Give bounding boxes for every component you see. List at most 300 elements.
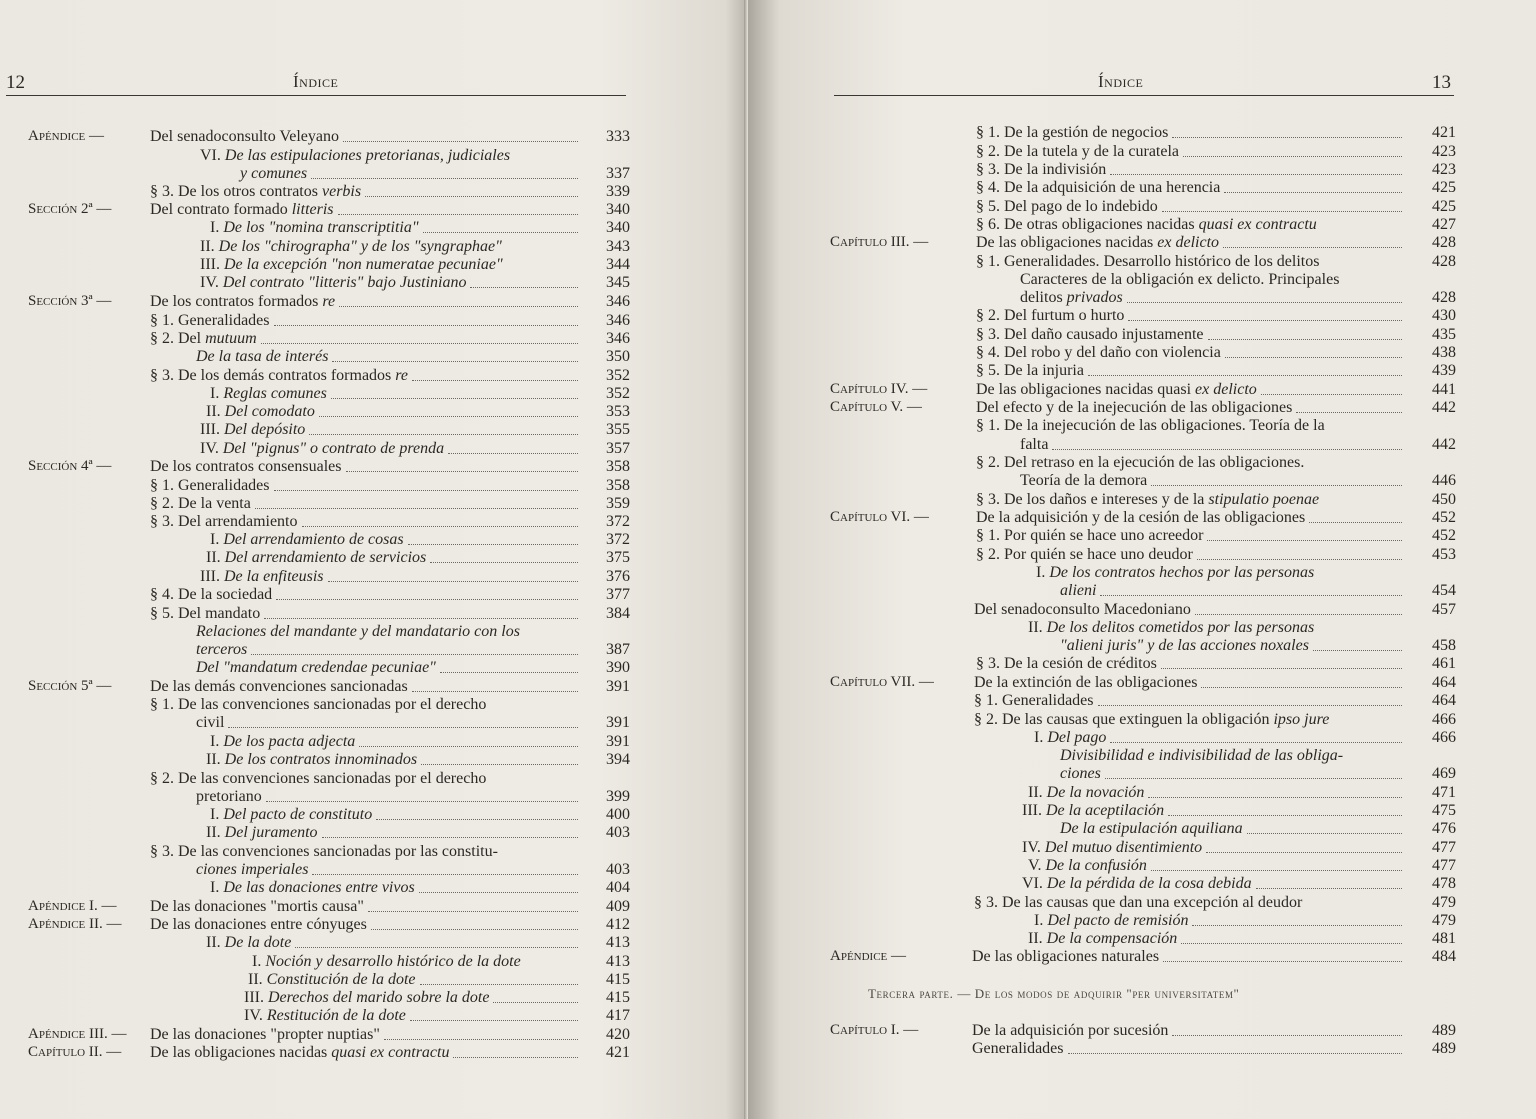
dot-leader <box>312 873 578 875</box>
toc-page-number: 442 <box>1432 399 1456 416</box>
toc-page-number: 376 <box>606 568 630 585</box>
toc-entry[interactable] <box>976 417 1406 435</box>
toc-entry-title: § 1. De la inejecución de las obligaciones. Teoría de la <box>976 417 1325 434</box>
toc-page-number: 357 <box>606 440 630 457</box>
toc-entry[interactable] <box>150 201 582 219</box>
toc-page-number: 352 <box>606 385 630 402</box>
dot-leader <box>408 543 578 545</box>
dot-leader <box>440 671 578 673</box>
dot-leader <box>1206 851 1402 853</box>
toc-entry-title: § 1. De las convenciones sancionadas por el derecho <box>150 696 487 713</box>
dot-leader <box>264 617 578 619</box>
toc-page-number: 415 <box>606 971 630 988</box>
toc-entry[interactable] <box>196 714 582 732</box>
toc-page-number: 489 <box>1432 1040 1456 1057</box>
toc-entry[interactable] <box>972 948 1406 966</box>
toc-entry[interactable] <box>196 659 582 677</box>
toc-page-number: 359 <box>606 495 630 512</box>
toc-entry-title: I. De los contratos hechos por las personas <box>1036 564 1315 581</box>
toc-entry[interactable] <box>196 641 582 659</box>
toc-entry-title: De la extinción de las obligaciones <box>974 674 1198 691</box>
toc-page-number: 441 <box>1432 381 1456 398</box>
toc-page-number: 438 <box>1432 344 1456 361</box>
toc-entry[interactable] <box>210 879 582 897</box>
toc-page-number: 358 <box>606 477 630 494</box>
dot-leader <box>1224 191 1402 193</box>
toc-entry-title: I. Del pago <box>1034 729 1107 746</box>
dot-leader <box>311 177 578 179</box>
toc-page-number: 428 <box>1432 234 1456 251</box>
dot-leader <box>1088 374 1402 376</box>
toc-page-number: 339 <box>606 183 630 200</box>
dot-leader <box>1068 1052 1402 1054</box>
dot-leader <box>266 800 578 802</box>
toc-entry[interactable] <box>1022 839 1406 857</box>
toc-entry[interactable] <box>1034 729 1406 747</box>
section-label: Apéndice — <box>830 948 907 964</box>
toc-entry[interactable] <box>976 546 1406 564</box>
dot-leader <box>1223 246 1402 248</box>
toc-entry[interactable] <box>200 274 582 292</box>
toc-page-number: 481 <box>1432 930 1456 947</box>
toc-entry-title: § 5. De la injuria <box>976 362 1084 379</box>
dot-leader <box>470 286 578 288</box>
toc-entry[interactable] <box>976 491 1406 509</box>
toc-entry[interactable] <box>210 385 582 403</box>
dot-leader <box>328 580 578 582</box>
toc-entry-title: Del efecto y de la inejecución de las obligaciones <box>976 399 1293 416</box>
toc-entry-title: IV. Del "pignus" o contrato de prenda <box>200 440 445 457</box>
toc-entry-title: Relaciones del mandante y del mandatario con los <box>196 623 520 640</box>
dot-leader <box>412 690 578 692</box>
dot-leader <box>368 910 578 912</box>
toc-entry[interactable] <box>974 674 1406 692</box>
toc-entry-title: "alieni juris" y de las acciones noxales <box>1060 637 1309 654</box>
toc-page-number: 343 <box>606 238 630 255</box>
toc-page-number: 442 <box>1432 436 1456 453</box>
toc-entry[interactable] <box>150 312 582 330</box>
dot-leader <box>430 561 578 563</box>
toc-page-number: 453 <box>1432 546 1456 563</box>
header-rule-right <box>834 95 1454 96</box>
dot-leader <box>1163 960 1402 962</box>
toc-entry-title: § 2. Por quién se hace uno deudor <box>976 546 1193 563</box>
dot-leader <box>1128 319 1402 321</box>
toc-entry[interactable] <box>1060 820 1406 838</box>
dot-leader <box>412 379 578 381</box>
dot-leader <box>1172 1034 1402 1036</box>
toc-entry-title: civil <box>196 714 225 731</box>
toc-entry-title: De la estipulación aquiliana <box>1060 820 1243 837</box>
running-head-left: Índice <box>293 72 339 91</box>
toc-entry-title: § 2. Del retraso en la ejecución de las obligaciones. <box>976 454 1305 471</box>
toc-entry[interactable] <box>210 733 582 751</box>
dot-leader <box>322 836 578 838</box>
section-label: Apéndice — <box>28 128 105 144</box>
dot-leader <box>1151 484 1402 486</box>
toc-entry[interactable] <box>244 1007 582 1025</box>
dot-leader <box>1183 155 1402 157</box>
toc-page-number: 423 <box>1432 161 1456 178</box>
toc-entry-title: Generalidades <box>972 1040 1064 1057</box>
toc-entry[interactable] <box>1022 802 1406 820</box>
dot-leader <box>1225 356 1402 358</box>
toc-page-number: 403 <box>606 824 630 841</box>
toc-entry[interactable] <box>974 894 1406 912</box>
toc-entry[interactable] <box>240 165 582 183</box>
toc-entry[interactable] <box>1060 747 1406 765</box>
toc-page-number: 427 <box>1432 216 1456 233</box>
toc-entry[interactable] <box>976 161 1406 179</box>
toc-entry[interactable] <box>1022 875 1406 893</box>
dot-leader <box>276 598 578 600</box>
dot-leader <box>421 763 578 765</box>
toc-entry[interactable] <box>244 989 582 1007</box>
dot-leader <box>1261 393 1402 395</box>
dot-leader <box>339 305 578 307</box>
toc-entry[interactable] <box>150 1026 582 1044</box>
toc-entry[interactable] <box>1060 637 1406 655</box>
dot-leader <box>295 946 578 948</box>
dot-leader <box>1127 301 1402 303</box>
toc-entry-title: § 3. Del arrendamiento <box>150 513 298 530</box>
toc-entry[interactable] <box>210 219 582 237</box>
dot-leader <box>384 1038 578 1040</box>
toc-page-number: 403 <box>606 861 630 878</box>
toc-entry[interactable] <box>200 440 582 458</box>
dot-leader <box>448 452 578 454</box>
toc-entry-title: IV. Del contrato "litteris" bajo Justiniano <box>200 274 467 291</box>
toc-entry-title: § 3. De los otros contratos verbis <box>150 183 362 200</box>
dot-leader <box>274 489 578 491</box>
toc-entry[interactable] <box>976 143 1406 161</box>
toc-entry[interactable] <box>976 124 1406 142</box>
toc-entry[interactable] <box>974 601 1406 619</box>
toc-page-number: 417 <box>606 1007 630 1024</box>
toc-page-number: 391 <box>606 678 630 695</box>
toc-entry[interactable] <box>976 216 1406 234</box>
toc-page-number: 484 <box>1432 948 1456 965</box>
toc-entry-title: II. De los delitos cometidos por las personas <box>1028 619 1315 636</box>
toc-entry-title: I. De los "nomina transcriptitia" <box>210 219 419 236</box>
toc-page-number: 352 <box>606 367 630 384</box>
toc-entry-title: De las demás convenciones sancionadas <box>150 678 408 695</box>
toc-page-number: 425 <box>1432 198 1456 215</box>
toc-entry[interactable] <box>976 362 1406 380</box>
toc-entry[interactable] <box>150 770 582 788</box>
toc-page-number: 435 <box>1432 326 1456 343</box>
toc-entry-title: § 4. De la adquisición de una herencia <box>976 179 1221 196</box>
toc-entry[interactable] <box>210 531 582 549</box>
toc-entry-title: § 5. Del mandato <box>150 605 261 622</box>
toc-entry-title: § 2. Del furtum o hurto <box>976 307 1125 324</box>
toc-page-number: 372 <box>606 531 630 548</box>
toc-entry-title: ciones <box>1060 765 1101 782</box>
dot-leader <box>359 745 578 747</box>
toc-entry-title: Del senadoconsulto Macedoniano <box>974 601 1191 618</box>
toc-entry[interactable] <box>976 198 1406 216</box>
dot-leader <box>228 726 578 728</box>
toc-entry[interactable] <box>976 509 1406 527</box>
toc-entry-title: § 3. De la cesión de créditos <box>976 655 1157 672</box>
toc-page-number: 428 <box>1432 289 1456 306</box>
toc-entry[interactable] <box>1028 857 1406 875</box>
toc-entry-title: § 2. De la venta <box>150 495 251 512</box>
toc-page-number: 390 <box>606 659 630 676</box>
toc-entry[interactable] <box>976 307 1406 325</box>
toc-entry-title: VI. De la pérdida de la cosa debida <box>1022 875 1252 892</box>
dot-leader <box>1201 686 1402 688</box>
toc-page-number: 469 <box>1432 765 1456 782</box>
dot-leader <box>1052 448 1402 450</box>
dot-leader <box>420 983 578 985</box>
toc-entry[interactable] <box>976 344 1406 362</box>
toc-entry[interactable] <box>976 399 1406 417</box>
dot-leader <box>302 525 579 527</box>
toc-entry[interactable] <box>1020 289 1406 307</box>
dot-leader <box>338 213 578 215</box>
toc-entry-title: De la tasa de interés <box>196 348 329 365</box>
dot-leader <box>423 231 578 233</box>
toc-page-number: 384 <box>606 605 630 622</box>
dot-leader <box>1197 558 1402 560</box>
toc-entry-title: § 6. De otras obligaciones nacidas quasi ex contractu <box>976 216 1317 233</box>
toc-page-number: 333 <box>606 128 630 145</box>
toc-entry[interactable] <box>976 179 1406 197</box>
toc-entry[interactable] <box>972 1022 1406 1040</box>
dot-leader <box>1207 539 1402 541</box>
toc-entry-title: VI. De las estipulaciones pretorianas, judiciales <box>200 147 511 164</box>
toc-entry[interactable] <box>976 253 1406 271</box>
toc-entry[interactable] <box>210 806 582 824</box>
toc-entry-title: § 1. Generalidades <box>150 477 270 494</box>
toc-entry[interactable] <box>976 326 1406 344</box>
toc-entry[interactable] <box>150 477 582 495</box>
toc-entry-title: III. De la excepción "non numeratae pecuniae" <box>200 256 503 273</box>
toc-page-number: 458 <box>1432 637 1456 654</box>
toc-page-number: 489 <box>1432 1022 1456 1039</box>
dot-leader <box>1309 521 1402 523</box>
toc-page-number: 452 <box>1432 509 1456 526</box>
toc-entry[interactable] <box>206 934 582 952</box>
toc-entry-title: Del contrato formado litteris <box>150 201 334 218</box>
toc-page-number: 466 <box>1432 729 1456 746</box>
toc-entry-title: Del senadoconsulto Veleyano <box>150 128 339 145</box>
toc-entry[interactable] <box>150 495 582 513</box>
dot-leader <box>251 653 578 655</box>
toc-entry[interactable] <box>1020 472 1406 490</box>
toc-page-number: 344 <box>606 256 630 273</box>
dot-leader <box>376 818 578 820</box>
header-rule-left <box>6 95 626 96</box>
toc-entry[interactable] <box>200 238 582 256</box>
toc-entry[interactable] <box>196 348 582 366</box>
toc-entry[interactable] <box>196 623 582 641</box>
toc-entry[interactable] <box>1020 271 1406 289</box>
dot-leader <box>1105 777 1402 779</box>
left-page <box>0 0 748 1119</box>
toc-entry[interactable] <box>972 1040 1406 1058</box>
dot-leader <box>1247 832 1402 834</box>
section-label: Capítulo III. — <box>830 234 929 250</box>
page-number-right: 13 <box>1432 72 1451 93</box>
toc-entry[interactable] <box>976 655 1406 673</box>
toc-entry[interactable] <box>150 605 582 623</box>
toc-entry[interactable] <box>150 458 582 476</box>
toc-entry-title: De las donaciones entre cónyuges <box>150 916 367 933</box>
toc-entry[interactable] <box>150 330 582 348</box>
toc-entry[interactable] <box>974 711 1406 729</box>
page-number-left: 12 <box>6 72 25 93</box>
toc-page-number: 479 <box>1432 894 1456 911</box>
dot-leader <box>319 415 578 417</box>
toc-entry[interactable] <box>150 128 582 146</box>
toc-entry-title: § 2. Del mutuum <box>150 330 257 347</box>
toc-entry[interactable] <box>206 751 582 769</box>
toc-entry-title: § 3. De los daños e intereses y de la stipulatio poenae <box>976 491 1320 508</box>
toc-entry-title: IV. Del mutuo disentimiento <box>1022 839 1203 856</box>
toc-entry[interactable] <box>196 788 582 806</box>
toc-entry[interactable] <box>150 367 582 385</box>
toc-entry[interactable] <box>1020 436 1406 454</box>
toc-entry[interactable] <box>976 234 1406 252</box>
toc-entry-title: IV. Restitución de la dote <box>244 1007 406 1024</box>
dot-leader <box>419 891 578 893</box>
toc-entry[interactable] <box>1028 930 1406 948</box>
dot-leader <box>1195 613 1402 615</box>
toc-page-number: 421 <box>606 1044 630 1061</box>
toc-entry-title: V. De la confusión <box>1028 857 1147 874</box>
toc-entry[interactable] <box>206 824 582 842</box>
toc-entry-title: § 1. Por quién se hace uno acreedor <box>976 527 1204 544</box>
dot-leader <box>346 470 578 472</box>
toc-entry[interactable] <box>196 861 582 879</box>
toc-entry[interactable] <box>200 256 582 274</box>
toc-page-number: 425 <box>1432 179 1456 196</box>
toc-page-number: 391 <box>606 733 630 750</box>
toc-entry-title: II. Constitución de la dote <box>248 971 416 988</box>
toc-page-number: 345 <box>606 274 630 291</box>
toc-page-number: 452 <box>1432 527 1456 544</box>
toc-page-number: 391 <box>606 714 630 731</box>
toc-entry[interactable] <box>252 953 582 971</box>
toc-entry[interactable] <box>206 403 582 421</box>
toc-entry[interactable] <box>150 513 582 531</box>
toc-page-number: 353 <box>606 403 630 420</box>
toc-entry-title: De las donaciones "mortis causa" <box>150 898 364 915</box>
toc-entry-title: Caracteres de la obligación ex delicto. Principales <box>1020 271 1340 288</box>
toc-entry[interactable] <box>1060 765 1406 783</box>
toc-entry[interactable] <box>200 568 582 586</box>
section-label: Capítulo VII. — <box>830 674 934 690</box>
toc-page-number: 340 <box>606 219 630 236</box>
dot-leader <box>1256 887 1402 889</box>
section-label: Apéndice III. — <box>28 1026 127 1042</box>
dot-leader <box>274 324 578 326</box>
dot-leader <box>1181 942 1402 944</box>
toc-entry[interactable] <box>150 586 582 604</box>
toc-entry[interactable] <box>1028 784 1406 802</box>
dot-leader <box>309 433 578 435</box>
toc-entry[interactable] <box>1028 619 1406 637</box>
toc-entry-title: De las donaciones "propter nuptias" <box>150 1026 380 1043</box>
toc-entry[interactable] <box>976 527 1406 545</box>
dot-leader <box>1168 814 1402 816</box>
dot-leader <box>1098 704 1402 706</box>
toc-page-number: 457 <box>1432 601 1456 618</box>
toc-entry-title: § 2. De las convenciones sancionadas por el derecho <box>150 770 487 787</box>
toc-entry[interactable] <box>150 183 582 201</box>
toc-entry-title: De las obligaciones nacidas ex delicto <box>976 234 1220 251</box>
toc-entry[interactable] <box>150 916 582 934</box>
toc-page-number: 346 <box>606 312 630 329</box>
toc-entry-title: II. Del juramento <box>206 824 318 841</box>
toc-entry[interactable] <box>150 1044 582 1062</box>
toc-entry[interactable] <box>248 971 582 989</box>
toc-entry-title: § 1. Generalidades <box>974 692 1094 709</box>
toc-entry-title: I. Reglas comunes <box>210 385 327 402</box>
toc-entry-title: § 4. De la sociedad <box>150 586 273 603</box>
toc-entry[interactable] <box>1034 912 1406 930</box>
toc-entry-title: terceros <box>196 641 248 658</box>
toc-entry-title: Del "mandatum credendae pecuniae" <box>196 659 436 676</box>
toc-page-number: 387 <box>606 641 630 658</box>
toc-entry[interactable] <box>150 678 582 696</box>
toc-page-number: 471 <box>1432 784 1456 801</box>
toc-page-number: 450 <box>1432 491 1456 508</box>
toc-entry-title: De la adquisición y de la cesión de las obligaciones <box>976 509 1306 526</box>
toc-entry[interactable] <box>200 421 582 439</box>
toc-entry-title: § 3. De los demás contratos formados re <box>150 367 409 384</box>
section-label: Sección 2ª — <box>28 201 112 217</box>
section-label: Capítulo II. — <box>28 1044 122 1060</box>
part-title: Tercera parte. — De los modos de adquirir "per universitatem" <box>868 986 1240 1001</box>
toc-page-number: 479 <box>1432 912 1456 929</box>
dot-leader <box>1172 136 1402 138</box>
toc-page-number: 415 <box>606 989 630 1006</box>
toc-page-number: 475 <box>1432 802 1456 819</box>
toc-entry[interactable] <box>976 381 1406 399</box>
running-head-right: Índice <box>1098 72 1144 91</box>
toc-entry-title: ciones imperiales <box>196 861 309 878</box>
toc-entry[interactable] <box>206 549 582 567</box>
toc-entry[interactable] <box>200 147 582 165</box>
dot-leader <box>493 1001 578 1003</box>
toc-page-number: 477 <box>1432 839 1456 856</box>
toc-entry[interactable] <box>150 293 582 311</box>
toc-entry[interactable] <box>1060 582 1406 600</box>
toc-page-number: 375 <box>606 549 630 566</box>
toc-entry[interactable] <box>974 692 1406 710</box>
toc-entry[interactable] <box>150 696 582 714</box>
toc-page-number: 409 <box>606 898 630 915</box>
toc-entry[interactable] <box>150 843 582 861</box>
toc-entry-title: falta <box>1020 436 1049 453</box>
toc-entry-title: I. Del pacto de remisión <box>1034 912 1189 929</box>
toc-page-number: 350 <box>606 348 630 365</box>
toc-entry[interactable] <box>150 898 582 916</box>
toc-entry[interactable] <box>1036 564 1406 582</box>
toc-entry[interactable] <box>976 454 1406 472</box>
toc-entry-title: III. De la enfiteusis <box>200 568 324 585</box>
toc-entry-title: II. De la compensación <box>1028 930 1178 947</box>
dot-leader <box>343 140 578 142</box>
dot-leader <box>331 397 578 399</box>
dot-leader <box>1208 338 1403 340</box>
toc-entry-title: De los contratos consensuales <box>150 458 342 475</box>
toc-entry-title: De los contratos formados re <box>150 293 336 310</box>
toc-entry-title: § 3. Del daño causado injustamente <box>976 326 1204 343</box>
